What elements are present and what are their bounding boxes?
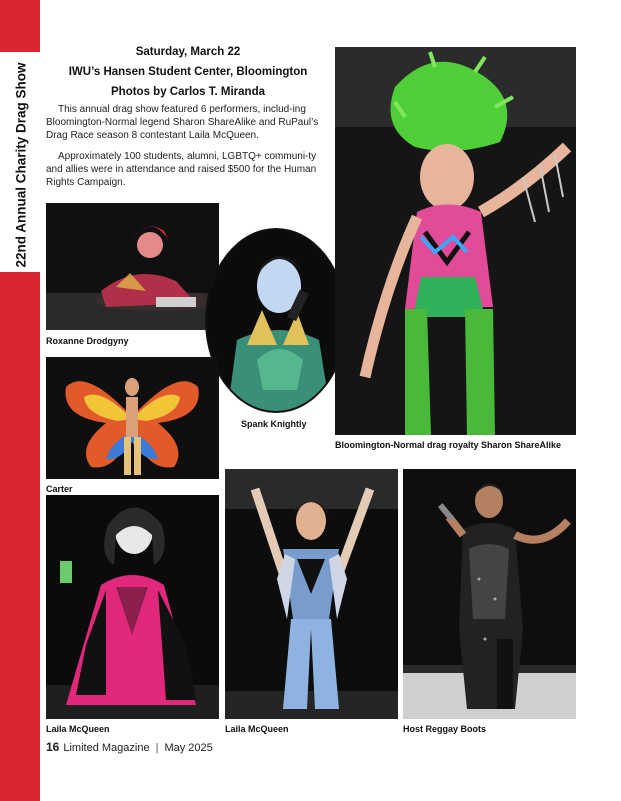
event-venue: IWU’s Hansen Student Center, Bloomington bbox=[68, 66, 308, 78]
caption-laila-1: Laila McQueen bbox=[46, 724, 110, 734]
red-side-bar-top bbox=[0, 0, 40, 52]
page-footer bbox=[46, 740, 213, 754]
photo-credit: Photos by Carlos T. Miranda bbox=[111, 86, 265, 98]
photo-spank-knightly bbox=[205, 228, 347, 413]
attendance-paragraph: Approximately 100 students, alumni, LGBTQ+ communi-ty and allies were in attendance and raised $500 for the Human Rights Campaign. bbox=[46, 151, 317, 188]
photo-roxanne-drodgyny bbox=[46, 203, 219, 330]
caption-carter: Carter bbox=[46, 484, 73, 494]
footer-separator: | bbox=[155, 742, 159, 754]
red-side-bar-bottom bbox=[0, 272, 40, 801]
section-label: 22nd Annual Charity Drag Show bbox=[13, 62, 29, 268]
photo-laila-mcqueen-1 bbox=[46, 495, 219, 719]
photo-sharon-sharealike bbox=[335, 47, 576, 435]
caption-reggay: Host Reggay Boots bbox=[403, 724, 487, 734]
photo-reggay-boots bbox=[403, 469, 576, 719]
photo-laila-mcqueen-2 bbox=[225, 469, 398, 719]
caption-sharon: Bloomington-Normal drag royalty Sharon ShareAlike bbox=[335, 440, 562, 450]
caption-roxanne: Roxanne Drodgyny bbox=[46, 336, 129, 346]
caption-spank: Spank Knightly bbox=[241, 419, 307, 429]
caption-laila-2: Laila McQueen bbox=[225, 724, 289, 734]
intro-paragraph: This annual drag show featured 6 performers, includ-ing Bloomington-Normal legend Sharon ShareAlike and RuPaul’s Drag Race season 8 contestant Laila McQueen. bbox=[46, 104, 319, 141]
photo-carter bbox=[46, 357, 219, 479]
issue-date: May 2025 bbox=[164, 742, 213, 754]
page-number: 16 bbox=[46, 740, 60, 754]
event-date: Saturday, March 22 bbox=[135, 46, 241, 58]
publication-name: Limited Magazine bbox=[63, 742, 150, 754]
